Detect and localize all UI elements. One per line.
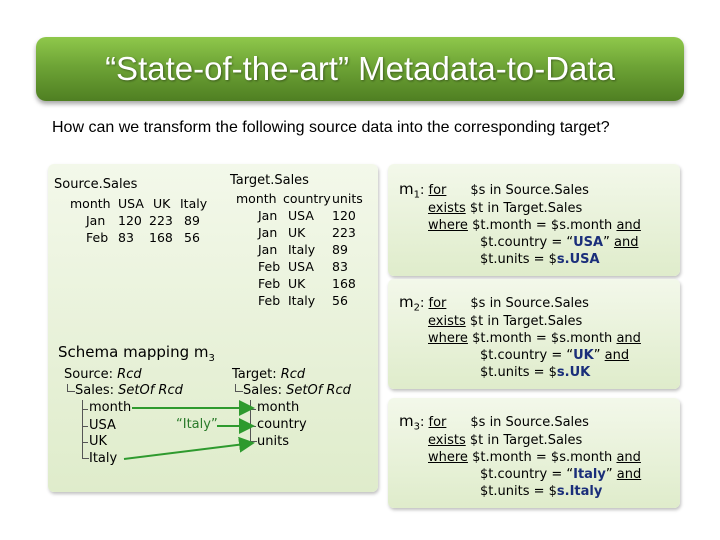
question-text: How can we transform the following source data into the corresponding target? xyxy=(52,119,610,136)
and-keyword: and xyxy=(613,235,639,250)
target-cell: 89 xyxy=(332,242,348,257)
target-cell: Feb xyxy=(258,276,281,291)
mapping-name: m xyxy=(399,412,414,430)
mapping-sub: 3 xyxy=(413,421,420,433)
target-cell: Jan xyxy=(258,225,278,240)
mapping-where-line xyxy=(428,217,641,234)
cond-country-post: ” xyxy=(605,467,613,482)
source-set-type: SetOf Rcd xyxy=(118,383,183,398)
for-text: $s in Source.Sales xyxy=(470,415,589,430)
cond-units-value: s.Italy xyxy=(556,484,603,499)
target-set-type: SetOf Rcd xyxy=(286,383,351,398)
schema-mapping-heading-sub: 3 xyxy=(208,353,215,364)
exists-text: $t in Target.Sales xyxy=(469,201,583,216)
source-cell: 89 xyxy=(184,213,200,228)
mapping-name: m xyxy=(399,180,414,198)
exists-text: $t in Target.Sales xyxy=(469,433,583,448)
source-cell: 83 xyxy=(118,230,134,245)
and-keyword: and xyxy=(616,467,642,482)
source-cell: Jan xyxy=(86,213,106,228)
where-keyword: where xyxy=(428,218,468,233)
source-header-month: month xyxy=(70,196,111,211)
where-keyword: where xyxy=(428,450,468,465)
cond-units-pre: $t.units = $ xyxy=(480,252,557,267)
mapping-units-line xyxy=(480,483,602,500)
and-keyword: and xyxy=(616,331,641,346)
cond-country-value: UK xyxy=(573,348,594,363)
for-text: $s in Source.Sales xyxy=(470,183,589,198)
target-cell: 223 xyxy=(332,225,356,240)
source-table-caption: Source.Sales xyxy=(54,177,138,192)
mapping-exists-line xyxy=(428,313,582,330)
slide-title: “State-of-the-art” Metadata-to-Data xyxy=(105,50,615,87)
mapping-units-line xyxy=(480,251,600,268)
source-root-label: Source: xyxy=(64,367,114,382)
target-field-month: month xyxy=(257,400,300,415)
source-field-italy: Italy xyxy=(89,451,118,466)
mapping-country-line xyxy=(480,466,641,483)
target-cell: Italy xyxy=(288,293,316,308)
cond-units-value: s.UK xyxy=(556,365,591,380)
and-keyword: and xyxy=(616,218,641,233)
cond-country-pre: $t.country = “ xyxy=(480,235,574,250)
colon: : xyxy=(420,183,429,198)
source-header-italy: Italy xyxy=(180,196,208,211)
target-cell: USA xyxy=(288,259,314,274)
exists-keyword: exists xyxy=(428,201,466,216)
and-keyword: and xyxy=(604,348,630,363)
cond-month: $t.month = $s.month xyxy=(472,331,613,346)
for-keyword: for xyxy=(428,183,447,198)
source-cell: 223 xyxy=(149,213,173,228)
mapping-name: m xyxy=(399,293,414,311)
for-text: $s in Source.Sales xyxy=(470,296,589,311)
cond-country-post: ” xyxy=(603,235,610,250)
source-field-uk: UK xyxy=(89,434,108,449)
source-field-usa: USA xyxy=(89,418,116,433)
mapping-where-line xyxy=(428,449,641,466)
target-cell: Feb xyxy=(258,259,281,274)
where-keyword: where xyxy=(428,331,468,346)
cond-country-pre: $t.country = “ xyxy=(480,467,574,482)
source-cell: 168 xyxy=(149,230,173,245)
target-cell: UK xyxy=(288,225,306,240)
mapping-sub: 2 xyxy=(413,302,420,314)
target-field-country: country xyxy=(257,417,307,432)
exists-text: $t in Target.Sales xyxy=(469,314,583,329)
source-header-usa: USA xyxy=(118,196,144,211)
target-cell: Jan xyxy=(258,208,278,223)
cond-units-value: s.USA xyxy=(556,252,600,267)
cond-country-value: USA xyxy=(573,235,604,250)
mapping-exists-line xyxy=(428,432,582,449)
source-field-month: month xyxy=(89,400,132,415)
mapping-units-line xyxy=(480,364,590,381)
cond-country-pre: $t.country = “ xyxy=(480,348,574,363)
cond-month: $t.month = $s.month xyxy=(472,450,613,465)
target-cell: 83 xyxy=(332,259,348,274)
target-cell: 56 xyxy=(332,293,348,308)
target-cell: 120 xyxy=(332,208,356,223)
colon: : xyxy=(420,415,429,430)
target-header-units: units xyxy=(332,191,363,206)
target-cell: UK xyxy=(288,276,306,291)
cond-units-pre: $t.units = $ xyxy=(480,484,557,499)
constant-italy: “Italy” xyxy=(176,417,218,432)
source-set-label: Sales: xyxy=(75,383,114,398)
target-cell: 168 xyxy=(332,276,356,291)
exists-keyword: exists xyxy=(428,314,466,329)
target-cell: Feb xyxy=(258,293,281,308)
source-cell: Feb xyxy=(86,230,109,245)
target-header-country: country xyxy=(283,191,331,206)
for-keyword: for xyxy=(428,296,447,311)
source-root-type: Rcd xyxy=(117,367,142,382)
target-cell: Italy xyxy=(288,242,316,257)
and-keyword: and xyxy=(616,450,641,465)
target-table-caption: Target.Sales xyxy=(230,173,309,188)
mapping-exists-line xyxy=(428,200,582,217)
target-field-units: units xyxy=(257,434,289,449)
schema-mapping-heading-text: Schema mapping m xyxy=(58,343,209,361)
target-root-label: Target: xyxy=(232,367,277,382)
target-set-label: Sales: xyxy=(243,383,282,398)
cond-month: $t.month = $s.month xyxy=(472,218,613,233)
source-cell: 120 xyxy=(118,213,142,228)
mapping-country-line xyxy=(480,347,629,364)
mapping-sub: 1 xyxy=(413,189,420,201)
colon: : xyxy=(420,296,429,311)
source-cell: 56 xyxy=(184,230,200,245)
cond-country-value: Italy xyxy=(573,467,606,482)
mapping-where-line xyxy=(428,330,641,347)
target-cell: USA xyxy=(288,208,314,223)
cond-units-pre: $t.units = $ xyxy=(480,365,557,380)
target-cell: Jan xyxy=(258,242,278,257)
mapping-country-line xyxy=(480,234,638,251)
target-header-month: month xyxy=(236,191,277,206)
source-header-uk: UK xyxy=(153,196,171,211)
for-keyword: for xyxy=(428,415,447,430)
target-root-type: Rcd xyxy=(280,367,306,382)
cond-country-post: ” xyxy=(593,348,601,363)
exists-keyword: exists xyxy=(428,433,466,448)
